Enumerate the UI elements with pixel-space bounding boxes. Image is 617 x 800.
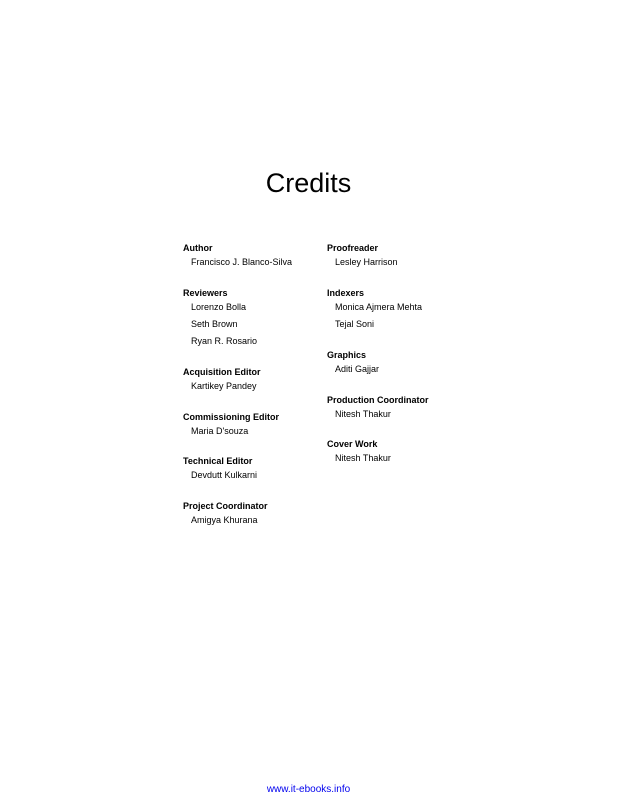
credit-section-cover-work bbox=[327, 438, 391, 467]
credit-name: Maria D'souza bbox=[191, 426, 249, 436]
credit-name: Lorenzo Bolla bbox=[191, 302, 247, 312]
names-list bbox=[327, 406, 429, 423]
names-list bbox=[327, 299, 422, 333]
credit-name: Nitesh Thakur bbox=[335, 453, 391, 463]
names-list bbox=[327, 450, 391, 467]
credit-name: Seth Brown bbox=[191, 319, 238, 329]
credit-section-technical-editor bbox=[183, 455, 257, 484]
credit-name: Monica Ajmera Mehta bbox=[335, 302, 423, 312]
names-list bbox=[183, 512, 268, 529]
credit-section-indexers bbox=[327, 287, 422, 333]
names-list bbox=[183, 378, 261, 395]
credit-section-acquisition-editor bbox=[183, 366, 261, 395]
credit-section-graphics bbox=[327, 349, 379, 378]
footer-website-link[interactable]: www.it-ebooks.info bbox=[266, 784, 351, 795]
credit-section-reviewers bbox=[183, 287, 257, 350]
names-list bbox=[327, 361, 379, 378]
names-list bbox=[183, 423, 279, 440]
section-heading: Cover Work bbox=[327, 439, 378, 449]
credit-name: Tejal Soni bbox=[335, 319, 375, 329]
credit-section-author bbox=[183, 242, 292, 271]
section-heading: Indexers bbox=[327, 288, 365, 298]
credit-name: Devdutt Kulkarni bbox=[191, 470, 258, 480]
credit-name: Amigya Khurana bbox=[191, 515, 258, 525]
section-heading: Technical Editor bbox=[183, 456, 253, 466]
section-heading: Acquisition Editor bbox=[183, 367, 261, 377]
section-heading: Author bbox=[183, 243, 213, 253]
section-heading: Production Coordinator bbox=[327, 395, 429, 405]
names-list bbox=[183, 254, 292, 271]
section-heading: Project Coordinator bbox=[183, 501, 268, 511]
credit-name: Ryan R. Rosario bbox=[191, 336, 258, 346]
credit-name: Lesley Harrison bbox=[335, 257, 398, 267]
names-list bbox=[183, 467, 257, 484]
page-title: Credits bbox=[265, 168, 352, 198]
credit-name: Kartikey Pandey bbox=[191, 381, 257, 391]
credit-name: Aditi Gajjar bbox=[335, 364, 380, 374]
credit-section-commissioning-editor bbox=[183, 411, 279, 440]
names-list bbox=[183, 299, 257, 350]
section-heading: Commissioning Editor bbox=[183, 412, 280, 422]
credit-name: Nitesh Thakur bbox=[335, 409, 391, 419]
section-heading: Proofreader bbox=[327, 243, 379, 253]
section-heading: Reviewers bbox=[183, 288, 228, 298]
section-heading: Graphics bbox=[327, 350, 367, 360]
credit-name: Francisco J. Blanco-Silva bbox=[191, 257, 293, 267]
credit-section-project-coordinator bbox=[183, 500, 268, 529]
names-list bbox=[327, 254, 398, 271]
credit-section-production-coordinator bbox=[327, 394, 429, 423]
credit-section-proofreader bbox=[327, 242, 398, 271]
